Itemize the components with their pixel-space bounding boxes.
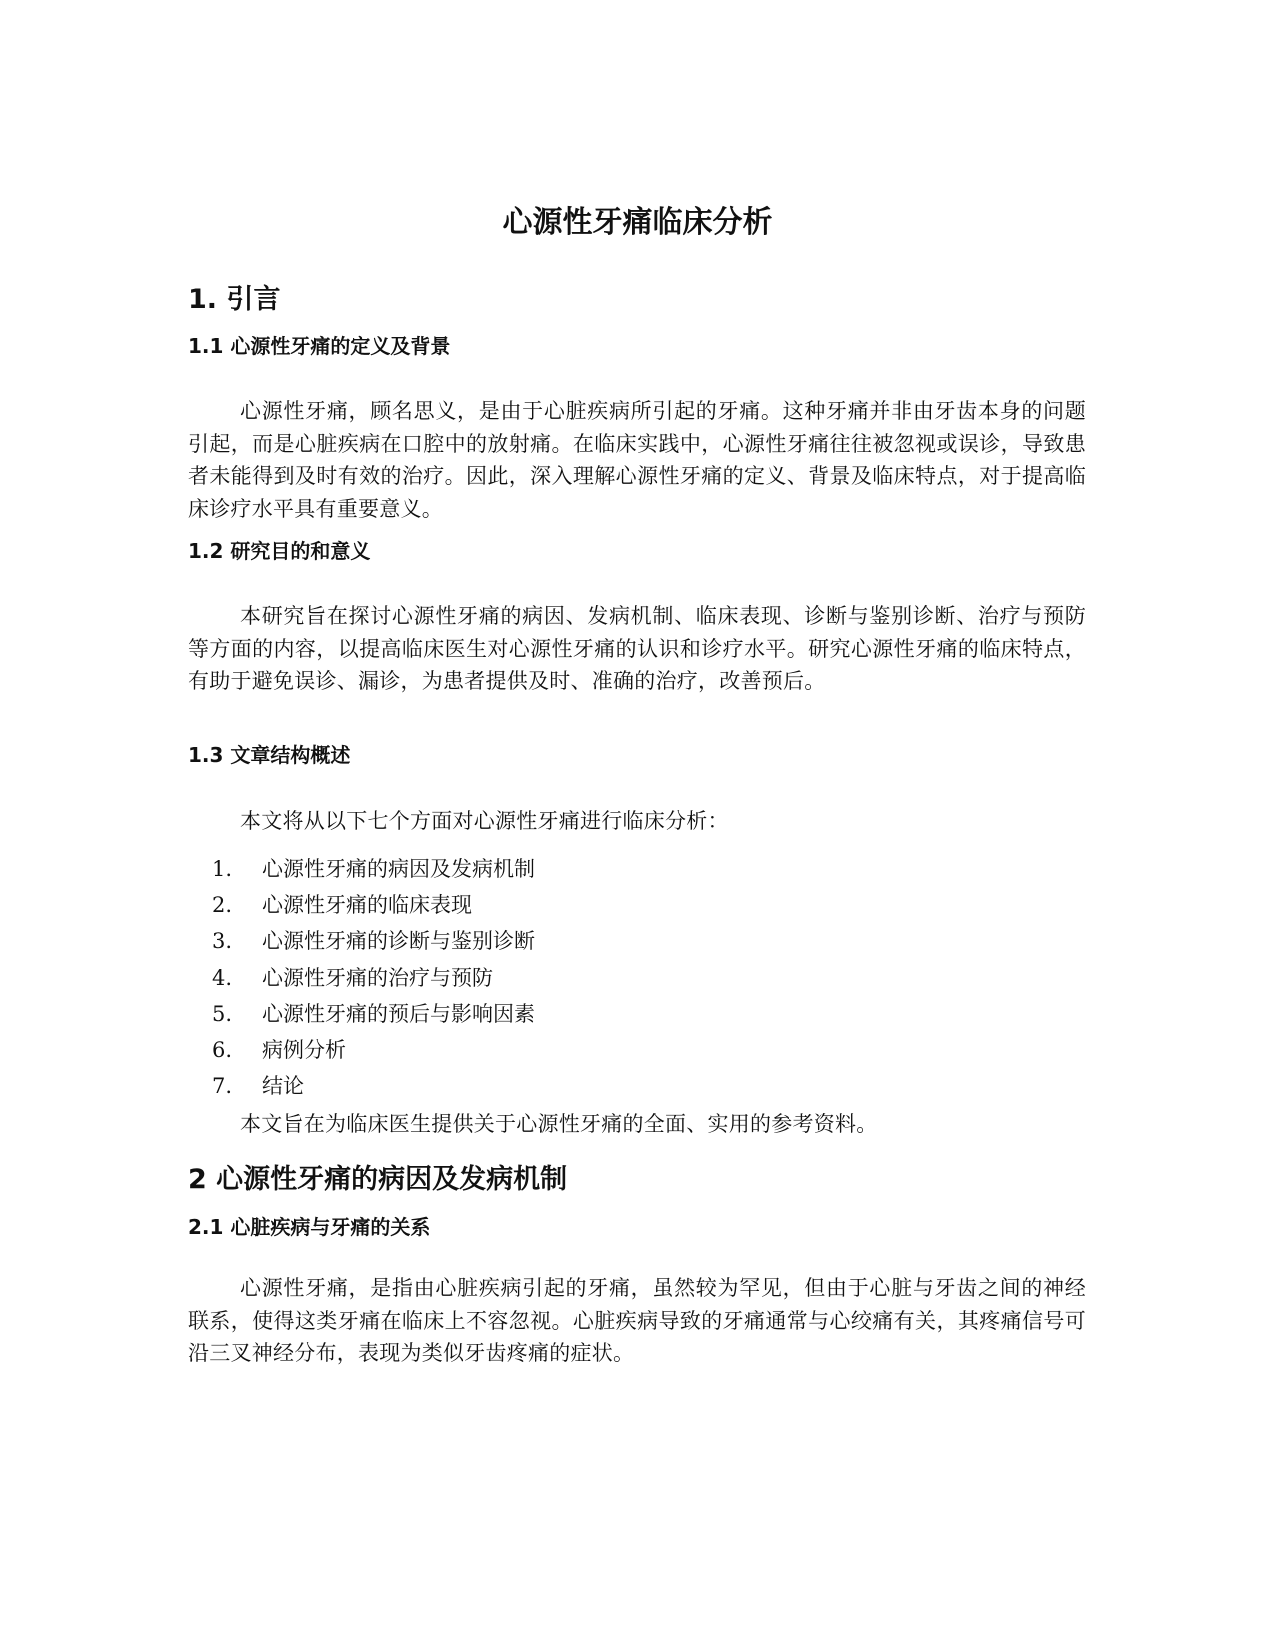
section-1-3-outro: 本文旨在为临床医生提供关于心源性牙痛的全面、实用的参考资料。 (240, 1112, 878, 1136)
chapter-list (212, 851, 535, 1104)
list-item (212, 1068, 535, 1104)
list-item-number: 4. (212, 965, 233, 990)
list-item-number: 5. (212, 1001, 233, 1026)
list-item-text: 结论 (262, 1074, 304, 1099)
list-item-text: 心源性牙痛的治疗与预防 (262, 965, 493, 990)
section-1-3-heading: 1.3 文章结构概述 (188, 743, 351, 767)
section-1-2-paragraph: 本研究旨在探讨心源性牙痛的病因、发病机制、临床表现、诊断与鉴别诊断、治疗与预防等方面的内容，以提高临床医生对心源性牙痛的认识和诊疗水平。研究心源性牙痛的临床特点，有助于避免误诊、漏诊，为患者提供及时、准确的治疗，改善预后。 (188, 604, 1086, 693)
section-1-heading: 1. 引言 (188, 284, 281, 315)
section-1-1-heading: 1.1 心源性牙痛的定义及背景 (188, 334, 451, 358)
document-title: 心源性牙痛临床分析 (502, 205, 773, 240)
list-item (212, 1032, 535, 1068)
section-1-1-paragraph: 心源性牙痛，顾名思义，是由于心脏疾病所引起的牙痛。这种牙痛并非由牙齿本身的问题引起，而是心脏疾病在口腔中的放射痛。在临床实践中，心源性牙痛往往被忽视或误诊，导致患者未能得到及时有效的治疗。因此，深入理解心源性牙痛的定义、背景及临床特点，对于提高临床诊疗水平具有重要意义。 (188, 399, 1086, 521)
section-2-1-paragraph: 心源性牙痛，是指由心脏疾病引起的牙痛，虽然较为罕见，但由于心脏与牙齿之间的神经联系，使得这类牙痛在临床上不容忽视。心脏疾病导致的牙痛通常与心绞痛有关，其疼痛信号可沿三叉神经分布，表现为类似牙齿疼痛的症状。 (188, 1276, 1086, 1365)
list-item (212, 996, 535, 1032)
section-1-2-heading: 1.2 研究目的和意义 (188, 539, 371, 563)
list-item-number: 2. (212, 893, 233, 918)
list-item-text: 心源性牙痛的预后与影响因素 (262, 1001, 535, 1026)
list-item-number: 3. (212, 929, 233, 954)
list-item (212, 851, 535, 887)
section-2-1-heading: 2.1 心脏疾病与牙痛的关系 (188, 1215, 431, 1239)
section-1-3-intro: 本文将从以下七个方面对心源性牙痛进行临床分析： (240, 809, 729, 833)
list-item-number: 6. (212, 1037, 233, 1062)
list-item (212, 960, 535, 996)
list-item-number: 1. (212, 857, 233, 881)
section-2-heading: 2 心源性牙痛的病因及发病机制 (188, 1164, 568, 1195)
list-item-text: 心源性牙痛的诊断与鉴别诊断 (262, 929, 535, 954)
list-item-text: 病例分析 (262, 1037, 346, 1062)
list-item-number: 7. (212, 1074, 233, 1099)
list-item (212, 887, 535, 923)
list-item-text: 心源性牙痛的临床表现 (262, 893, 472, 918)
list-item (212, 923, 535, 959)
list-item-text: 心源性牙痛的病因及发病机制 (262, 857, 535, 881)
